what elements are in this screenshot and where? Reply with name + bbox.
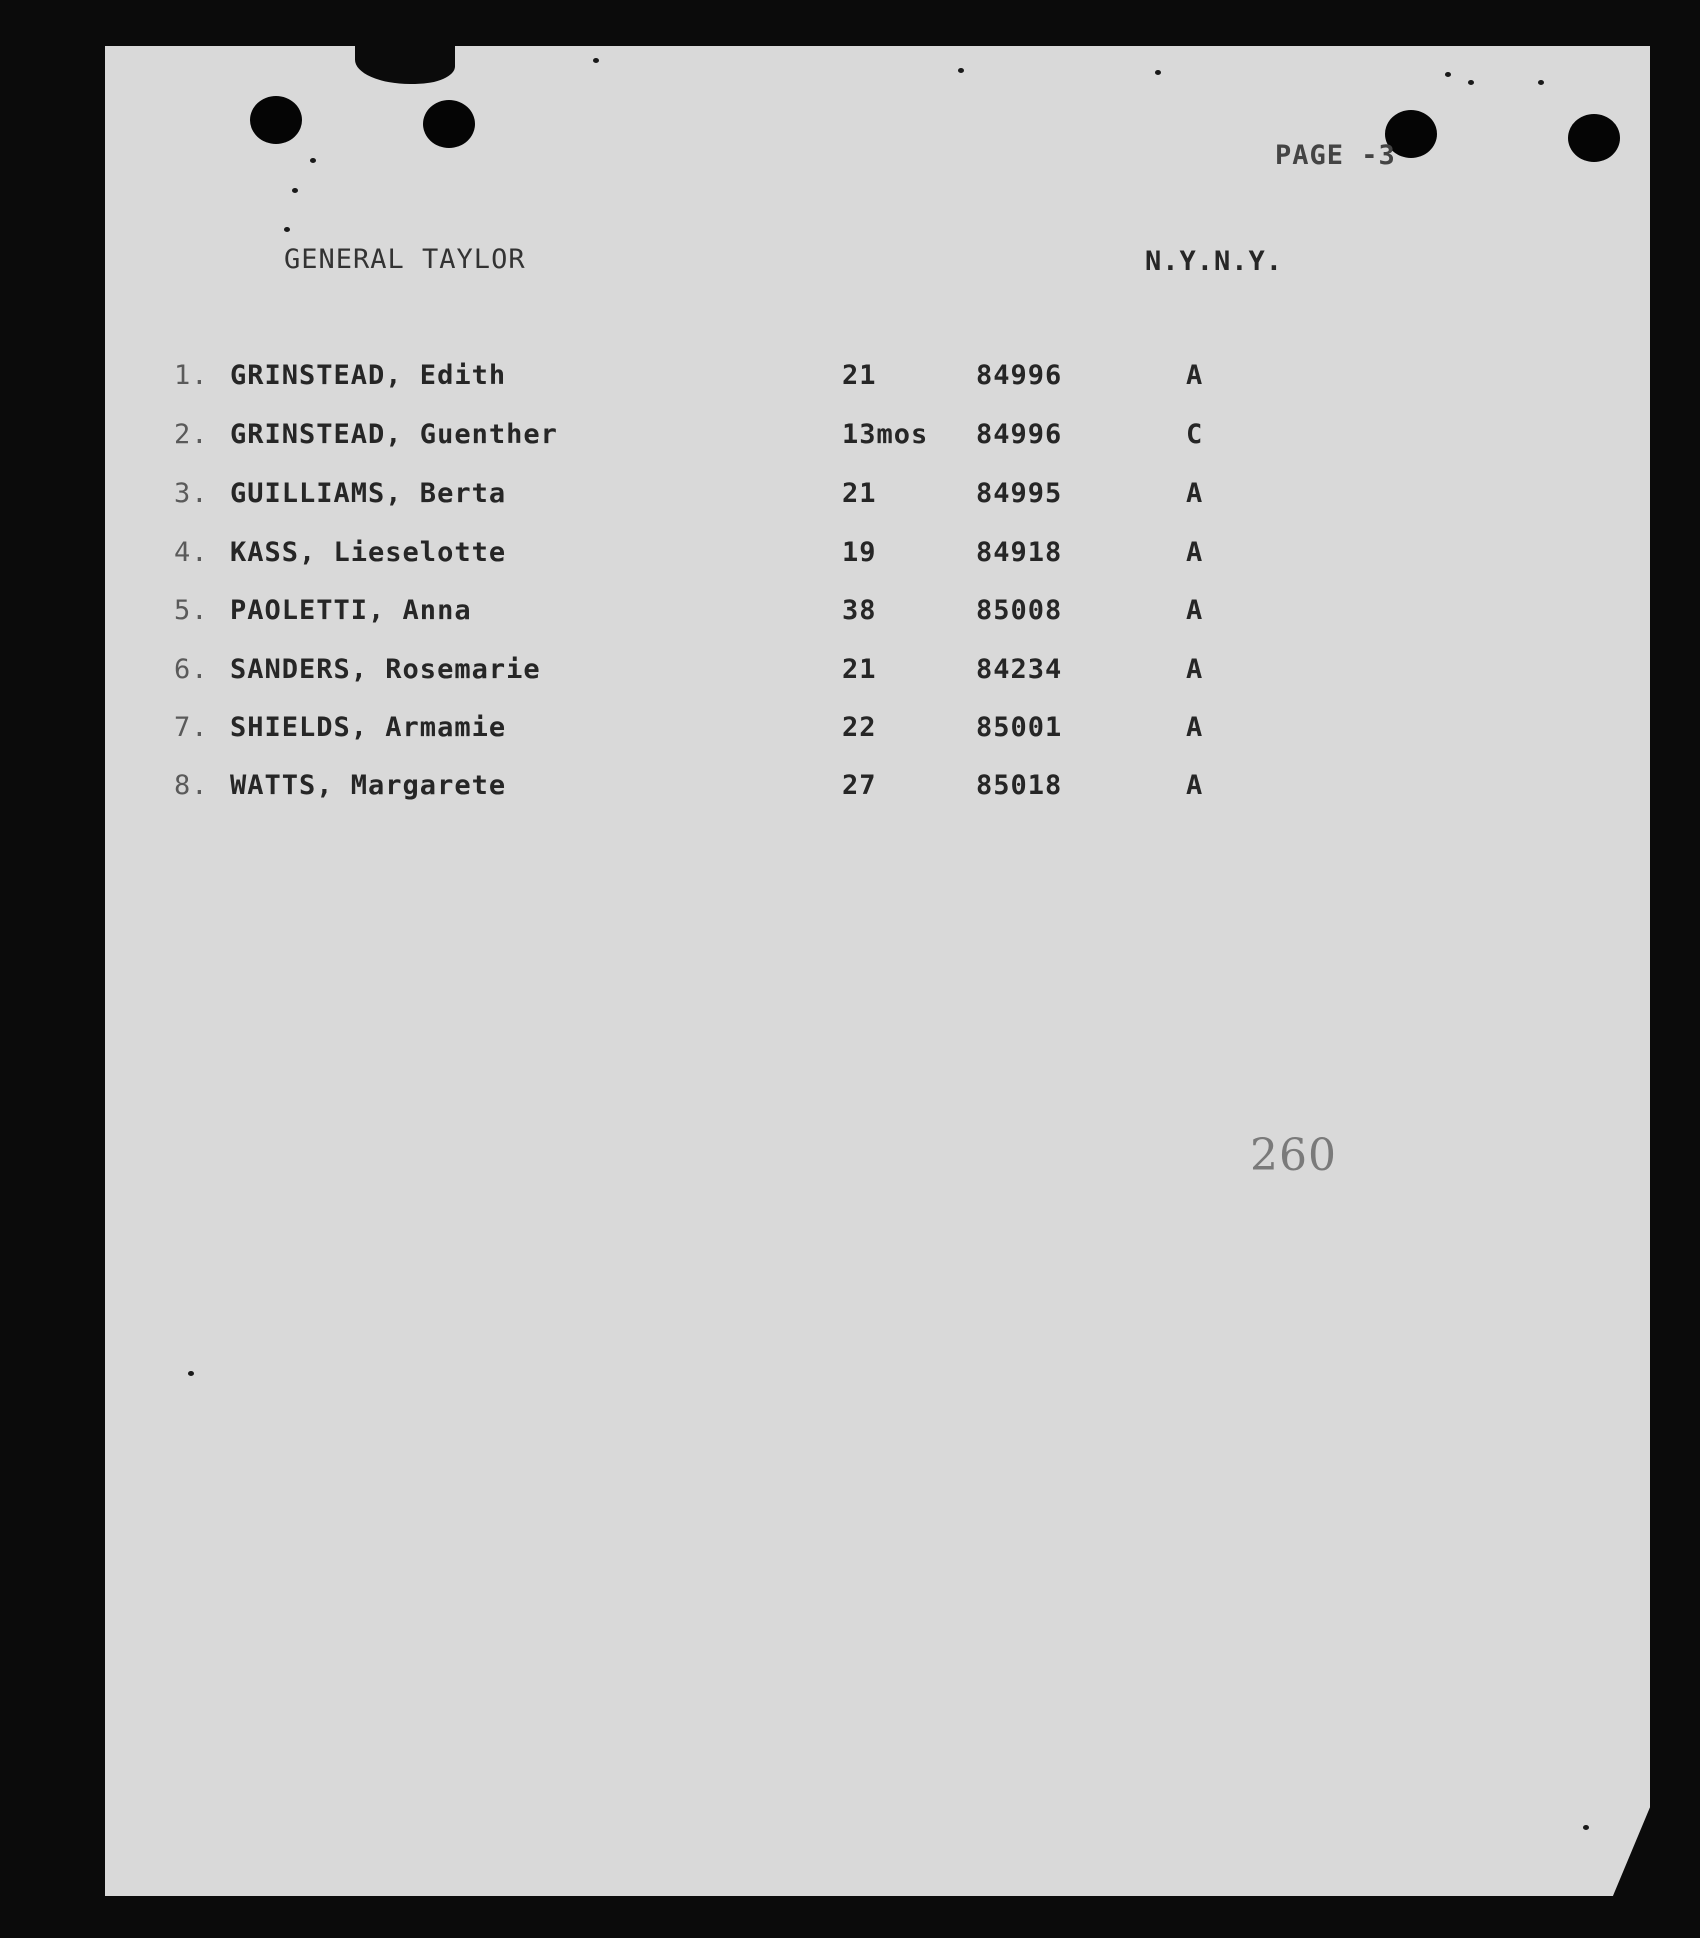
certificate-number: 84234 [976,654,1063,685]
roster-row [0,714,1700,748]
passenger-class: A [1186,654,1204,685]
row-number: 4. [174,537,209,568]
certificate-number: 84996 [976,360,1063,391]
row-number: 5. [174,595,209,626]
passenger-class: A [1186,770,1204,801]
passenger-age: 21 [842,360,877,391]
row-number: 1. [174,360,209,391]
stamped-page-number: 260 [1250,1130,1337,1181]
passenger-age: 13mos [842,419,929,450]
passenger-name: SHIELDS, Armamie [230,712,507,743]
passenger-class: C [1186,419,1204,450]
roster-row [0,656,1700,690]
roster-row [0,362,1700,396]
passenger-name: SANDERS, Rosemarie [230,654,541,685]
row-number: 7. [174,712,209,743]
passenger-class: A [1186,712,1204,743]
passenger-age: 38 [842,595,877,626]
passenger-name: GUILLIAMS, Berta [230,478,507,509]
ship-name: GENERAL TAYLOR [284,244,526,275]
certificate-number: 85018 [976,770,1063,801]
row-number: 6. [174,654,209,685]
passenger-age: 22 [842,712,877,743]
passenger-name: PAOLETTI, Anna [230,595,472,626]
roster-row [0,597,1700,631]
passenger-age: 21 [842,654,877,685]
row-number: 2. [174,419,209,450]
passenger-age: 21 [842,478,877,509]
passenger-class: A [1186,478,1204,509]
passenger-age: 19 [842,537,877,568]
page-label: PAGE -3 [1275,140,1396,171]
row-number: 3. [174,478,209,509]
passenger-class: A [1186,537,1204,568]
roster-row [0,772,1700,806]
certificate-number: 84996 [976,419,1063,450]
certificate-number: 85008 [976,595,1063,626]
roster-row [0,421,1700,455]
passenger-name: KASS, Lieselotte [230,537,507,568]
certificate-number: 84995 [976,478,1063,509]
roster-row [0,480,1700,514]
passenger-class: A [1186,595,1204,626]
passenger-name: GRINSTEAD, Guenther [230,419,558,450]
passenger-name: GRINSTEAD, Edith [230,360,507,391]
certificate-number: 85001 [976,712,1063,743]
port-of-arrival: N.Y.N.Y. [1145,246,1284,277]
passenger-age: 27 [842,770,877,801]
roster-row [0,539,1700,573]
certificate-number: 84918 [976,537,1063,568]
passenger-name: WATTS, Margarete [230,770,507,801]
passenger-class: A [1186,360,1204,391]
row-number: 8. [174,770,209,801]
